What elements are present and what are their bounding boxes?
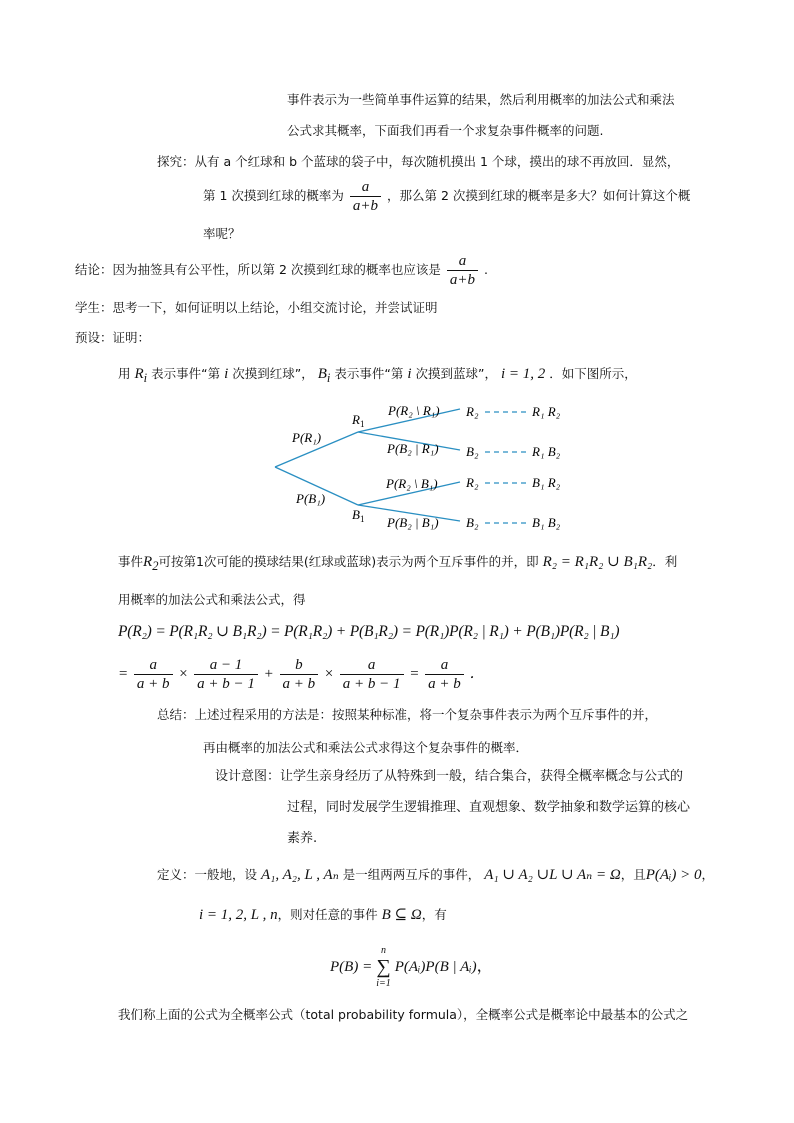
label-P-R1: P(R₁) xyxy=(292,430,322,445)
label-P-B1: P(B₁) xyxy=(296,491,326,506)
event-text: 事件 xyxy=(118,554,144,569)
fraction-a-over-a-plus-b xyxy=(447,252,478,289)
fraction-numerator: a xyxy=(350,178,381,197)
definition-text: ， xyxy=(701,867,715,882)
fraction-numerator: a xyxy=(425,656,464,675)
leaf-R2: R₂ xyxy=(466,404,479,419)
fraction-denominator: a + b − 1 xyxy=(342,676,401,693)
math-symbol: B xyxy=(317,366,327,382)
math-index: i = 1, 2, L , n xyxy=(199,907,278,923)
node-R1: $R_1$ xyxy=(352,412,365,429)
math-subscript: i xyxy=(143,371,148,385)
final-line: 我们称上面的公式为全概率公式（total probability formula），全概率公式是概率论中最基本的公式之 xyxy=(118,1007,689,1022)
define-text: ．如下图所示， xyxy=(549,366,637,381)
math-R2: $R_2$ xyxy=(143,554,159,573)
fraction-numerator: a xyxy=(134,656,173,675)
fraction-denominator: a+b xyxy=(352,198,379,214)
math-R xyxy=(134,366,148,385)
paragraph-line: 公式求其概率，下面我们再看一个求复杂事件概率的问题. xyxy=(287,123,604,138)
math-index-set: i = 1, 2 xyxy=(500,366,546,382)
math-condition: P(Aᵢ) > 0 xyxy=(645,867,702,883)
define-text: 次摸到蓝球”， xyxy=(415,366,497,381)
define-text: 次摸到红球”， xyxy=(232,366,314,381)
math-i: i xyxy=(224,366,229,382)
conclusion-text: . xyxy=(484,262,488,277)
explore-line: 率呢？ xyxy=(203,226,241,241)
student-line: 学生：思考一下，如何证明以上结论，小组交流讨论，并尝试证明 xyxy=(75,300,438,315)
explore-text: 第 1 次摸到红球的概率为 xyxy=(203,188,344,203)
definition-line xyxy=(157,866,714,884)
fraction-numerator: a xyxy=(447,252,478,271)
definition-text: 定义：一般地，设 xyxy=(157,867,258,882)
conclusion-text: 结论：因为抽签具有公平性，所以第 2 次摸到红球的概率也应该是 xyxy=(75,262,441,277)
fraction-a-over-a-plus-b xyxy=(350,178,381,215)
leaf-B2: B₂ xyxy=(466,444,479,459)
definition-line xyxy=(199,906,447,924)
define-text: 表示事件“第 xyxy=(334,366,404,381)
outcome-B1R2: B₁ R₂ xyxy=(532,475,561,490)
explore-line: 探究：从有 a 个红球和 b 个蓝球的袋子中，每次随机摸出 1 个球，摸出的球不再放回．显然， xyxy=(157,154,680,169)
event-text: ．利 xyxy=(652,554,678,569)
fraction-denominator: a + b − 1 xyxy=(197,676,255,693)
formula-rhs: P(Aᵢ)P(B | Aᵢ) xyxy=(394,959,477,975)
times-sign: × xyxy=(323,666,334,682)
formula-fractions xyxy=(118,654,485,694)
sum-upper: n xyxy=(380,945,386,956)
design-line: 设计意图：让学生亲身经历了从特殊到一般，结合集合，获得全概率概念与公式的 xyxy=(215,769,684,784)
times-sign: × xyxy=(178,666,189,682)
design-line: 过程，同时发展学生逻辑推理、直观想象、数学抽象和数学运算的核心 xyxy=(287,800,691,815)
label-P-R2-given-B1: P(R₂ \ B₁) xyxy=(386,476,438,491)
definition-text: ，且 xyxy=(620,867,646,882)
outcome-R1B2: R₁ B₂ xyxy=(532,444,561,459)
label-P-R2-given-R1: P(R₂ \ R₁) xyxy=(388,403,440,418)
define-text: 用 xyxy=(118,366,131,381)
event-text: 可按第1次可能的摸球结果(红球或蓝球)表示为两个互斥事件的并，即 xyxy=(158,554,539,569)
definition-text: ，则对任意的事件 xyxy=(277,907,378,922)
fraction xyxy=(134,656,173,693)
event-line xyxy=(118,553,677,575)
plus-sign: + xyxy=(263,666,274,682)
period: ． xyxy=(469,666,485,682)
fraction xyxy=(340,656,404,693)
define-line xyxy=(118,365,637,387)
summary-line: 再由概率的加法公式和乘法公式求得这个复杂事件的概率． xyxy=(203,740,529,755)
math-subset: B ⊆ Ω xyxy=(381,907,422,923)
sum-lower: i=1 xyxy=(376,978,391,989)
math-subscript: i xyxy=(326,371,331,385)
fraction-numerator: a − 1 xyxy=(194,656,258,675)
event-equation: R₂ = R₁R₂ ∪ B₁R₂ xyxy=(542,554,653,570)
outcome-R1R2: R₁ R₂ xyxy=(532,404,561,419)
fraction-denominator: a + b xyxy=(428,676,461,693)
total-probability-formula xyxy=(330,944,493,990)
equals-sign: = xyxy=(118,666,129,682)
summation xyxy=(376,944,391,990)
label-P-B2-given-B1: P(B₂ | B₁) xyxy=(387,515,439,530)
fraction-denominator: a + b xyxy=(136,676,170,693)
fraction-numerator: b xyxy=(280,656,319,675)
preset-line: 预设：证明： xyxy=(75,330,151,345)
math-sequence: A₁, A₂, L , Aₙ xyxy=(261,867,339,883)
paragraph-line: 事件表示为一些简单事件运算的结果，然后利用概率的加法公式和乘法 xyxy=(287,92,675,107)
node-B1: $B_1$ xyxy=(352,507,365,524)
explore-text: ，那么第 2 次摸到红球的概率是多大？如何计算这个概 xyxy=(387,188,691,203)
leaf-R2: R₂ xyxy=(466,475,479,490)
fraction xyxy=(194,656,258,693)
math-i: i xyxy=(407,366,412,382)
event-line: 用概率的加法公式和乘法公式，得 xyxy=(118,592,306,607)
define-text: 表示事件“第 xyxy=(151,366,221,381)
summary-line: 总结：上述过程采用的方法是：按照某种标准，将一个复杂事件表示为两个互斥事件的并， xyxy=(157,707,658,722)
fraction-numerator: a xyxy=(340,656,404,675)
probability-tree-diagram xyxy=(270,395,580,535)
conclusion-line xyxy=(75,252,488,289)
design-line: 素养. xyxy=(287,831,318,846)
fraction xyxy=(280,656,319,693)
definition-text: ，有 xyxy=(421,907,447,922)
label-P-B2-given-R1: P(B₂ | R₁) xyxy=(387,441,439,456)
leaf-B2: B₂ xyxy=(466,515,479,530)
formula-end: ， xyxy=(476,958,493,975)
equals-sign: = xyxy=(409,666,420,682)
fraction xyxy=(425,656,464,693)
math-symbol: R xyxy=(134,366,144,382)
fraction-denominator: a+b xyxy=(449,272,476,288)
formula-lhs: P(B) = xyxy=(330,959,373,975)
definition-text: 是一组两两互斥的事件， xyxy=(342,867,481,882)
math-union: A₁ ∪ A₂ ∪L ∪ Aₙ = Ω xyxy=(484,867,621,883)
formula-total-R2: P(R₂) = P(R₁R₂ ∪ B₁R₂) = P(R₁R₂) + P(B₁R₂) = P(R₁)P(R₂ | R₁) + P(B₁)P(R₂ | B₁) xyxy=(118,623,620,640)
math-B xyxy=(317,366,331,385)
explore-line xyxy=(203,178,690,215)
fraction-denominator: a + b xyxy=(282,676,316,693)
sum-icon: ∑ xyxy=(376,956,391,978)
outcome-B1B2: B₁ B₂ xyxy=(532,515,561,530)
